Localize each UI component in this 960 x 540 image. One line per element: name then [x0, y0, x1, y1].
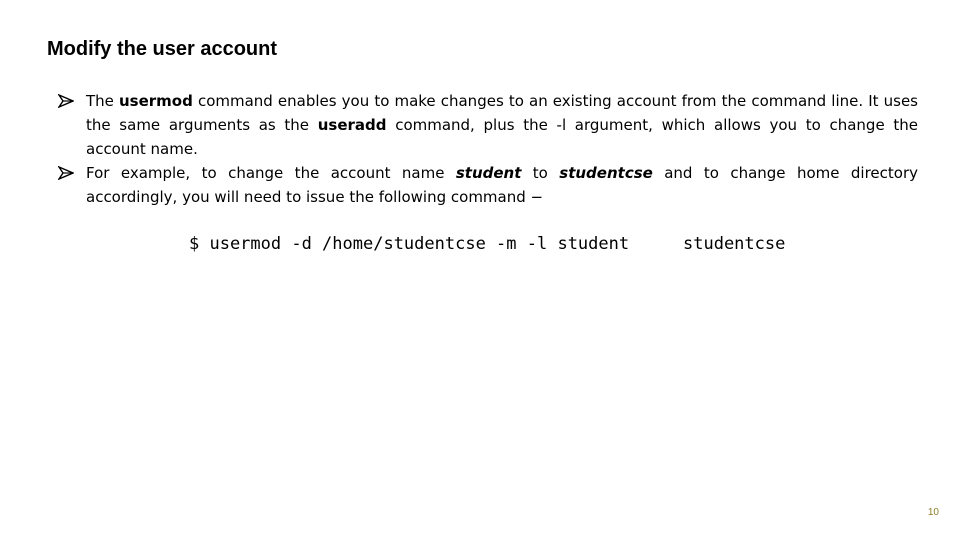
usermod-keyword: usermod — [119, 92, 193, 110]
bullet-list — [58, 89, 918, 209]
arrow-bullet-icon — [58, 161, 76, 185]
page-number: 10 — [927, 507, 939, 518]
bullet1-text-2: command enables you to make changes to an existing account from the command line. It uses the same arguments as the — [86, 92, 918, 134]
student-keyword: student — [455, 164, 522, 182]
bullet-example — [58, 161, 918, 209]
slide-title: Modify the user account — [47, 38, 278, 60]
bullet2-text-1: For example, to change the account name — [86, 164, 456, 182]
bullet1-text-3: command, plus the -l argument, which allows you to change the account name. — [86, 116, 918, 158]
command-argument: studentcse — [683, 234, 786, 254]
bullet1-text-1: The — [86, 92, 119, 110]
arrow-bullet-icon — [58, 89, 76, 113]
bullet2-text-2: to — [521, 164, 560, 182]
studentcse-keyword: studentcse — [559, 164, 653, 182]
command-line: $ usermod -d /home/studentcse -m -l student — [189, 234, 630, 254]
bullet-usermod-description — [58, 89, 918, 161]
useradd-keyword: useradd — [317, 116, 387, 134]
bullet2-text-3: and to change home directory accordingly, you will need to issue the following command − — [86, 164, 918, 206]
